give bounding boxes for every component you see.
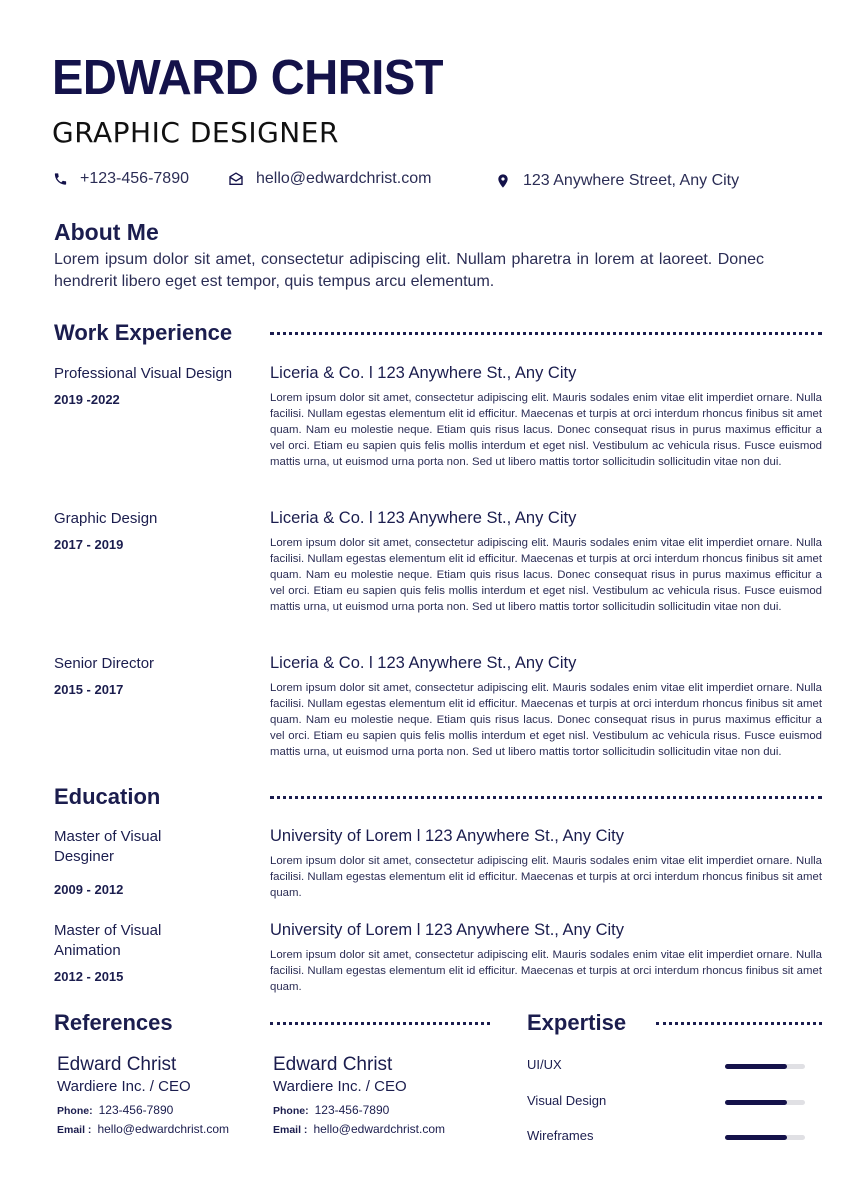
phone-label: Phone:: [57, 1105, 93, 1117]
reference-phone: [57, 1103, 229, 1117]
reference-company: Wardiere Inc. / CEO: [273, 1078, 407, 1095]
degree-years: 2009 - 2012: [54, 882, 124, 897]
job-description: Lorem ipsum dolor sit amet, consectetur adipiscing elit. Mauris sodales enim vitae elit imperdiet ornare. Nulla facilisi. Nullam egestas elementum elit id efficitur. Maecenas et turpis at orci interdum rhoncus finibus sit amet quam. Nam eu molestie neque. Etiam quis risus lacus. Donec consequat risus in purus maximus efficitur a vel orci. Etiam eu sapien quis felis mollis interdum et eget nisl. Vestibulum ac vehicula risus. Fusce euismod mattis urna, ut euismod urna porta non. Sed ut libero mattis tortor sollicitudin sollicitudin vitae non dui.: [270, 682, 822, 759]
company-line: Liceria & Co. l 123 Anywhere St., Any City: [270, 364, 577, 382]
divider: [270, 1022, 490, 1025]
divider: [270, 796, 822, 799]
job-title: Senior Director: [54, 655, 155, 672]
skill-label: Visual Design: [527, 1093, 607, 1108]
reference-card: [273, 1054, 445, 1136]
job-years: 2019 -2022: [54, 392, 120, 407]
about-heading: About Me: [54, 219, 159, 245]
skill-label: UI/UX: [527, 1057, 562, 1072]
email-label: Email :: [273, 1124, 308, 1136]
contact-address: [495, 170, 739, 192]
job-description: Lorem ipsum dolor sit amet, consectetur adipiscing elit. Mauris sodales enim vitae elit imperdiet ornare. Nulla facilisi. Nullam egestas elementum elit id efficitur. Maecenas et turpis at orci interdum rhoncus finibus sit amet quam. Nam eu molestie neque. Etiam quis risus lacus. Donec consequat risus in purus maximus efficitur a vel orci. Etiam eu sapien quis felis mollis interdum et eget nisl. Vestibulum ac vehicula risus. Fusce euismod mattis urna, ut euismod urna porta non. Sed ut libero mattis tortor sollicitudin sollicitudin vitae non dui.: [270, 537, 822, 614]
job-years: 2017 - 2019: [54, 537, 124, 552]
job-role: GRAPHIC DESIGNER: [52, 116, 339, 149]
reference-name: Edward Christ: [273, 1054, 393, 1075]
reference-company: Wardiere Inc. / CEO: [57, 1078, 191, 1095]
degree-title: [54, 827, 161, 867]
work-experience-heading: Work Experience: [54, 320, 233, 345]
degree-title: [54, 921, 161, 961]
education-heading: Education: [54, 784, 161, 809]
skill-label: Wireframes: [527, 1128, 594, 1143]
reference-phone: [273, 1103, 445, 1117]
school-line: University of Lorem l 123 Anywhere St., Any City: [270, 827, 624, 845]
degree-title-line1: Master of Visual: [54, 922, 162, 939]
candidate-name: EDWARD CHRIST: [52, 51, 443, 105]
divider: [270, 332, 822, 335]
divider: [656, 1022, 822, 1025]
phone-icon: [53, 170, 68, 188]
job-description: Lorem ipsum dolor sit amet, consectetur adipiscing elit. Mauris sodales enim vitae elit imperdiet ornare. Nulla facilisi. Nullam egestas elementum elit id efficitur. Maecenas et turpis at orci interdum rhoncus finibus sit amet quam. Nam eu molestie neque. Etiam quis risus lacus. Donec consequat risus in purus maximus efficitur a vel orci. Etiam eu sapien quis felis mollis interdum et eget nisl. Vestibulum ac vehicula risus. Fusce euismod mattis urna, ut euismod urna porta non. Sed ut libero mattis tortor sollicitudin sollicitudin vitae non dui.: [270, 392, 822, 469]
skill-bar-fill: [725, 1100, 787, 1105]
degree-title-line1: Master of Visual: [54, 828, 162, 845]
skill-bar: [725, 1100, 805, 1105]
degree-title-line2: Animation: [54, 942, 121, 959]
reference-name: Edward Christ: [57, 1054, 177, 1075]
skill-bar-fill: [725, 1135, 787, 1140]
expertise-heading: Expertise: [527, 1010, 627, 1035]
degree-title-line2: Desginer: [54, 848, 115, 865]
envelope-icon: [228, 171, 244, 187]
skill-bar-fill: [725, 1064, 787, 1069]
job-title: Professional Visual Design: [54, 365, 233, 382]
phone-value: 123-456-7890: [98, 1103, 174, 1117]
address-text: 123 Anywhere Street, Any City: [523, 172, 740, 189]
email-label: Email :: [57, 1124, 92, 1136]
degree-description: Lorem ipsum dolor sit amet, consectetur adipiscing elit. Mauris sodales enim vitae elit imperdiet ornare. Nulla facilisi. Nullam egestas elementum elit id efficitur. Maecenas et turpis at orci interdum rhoncus finibus sit amet quam.: [270, 949, 822, 994]
phone-label: Phone:: [273, 1105, 309, 1117]
references-heading: References: [54, 1010, 173, 1035]
company-line: Liceria & Co. l 123 Anywhere St., Any City: [270, 654, 577, 672]
email-value: hello@edwardchrist.com: [97, 1122, 230, 1136]
skill-bar: [725, 1064, 805, 1069]
contact-phone: [53, 170, 189, 188]
job-years: 2015 - 2017: [54, 682, 124, 697]
reference-email: [57, 1122, 229, 1136]
contact-email: [228, 170, 431, 188]
phone-text: +123-456-7890: [80, 170, 189, 187]
phone-value: 123-456-7890: [314, 1103, 390, 1117]
degree-years: 2012 - 2015: [54, 969, 124, 984]
company-line: Liceria & Co. l 123 Anywhere St., Any City: [270, 509, 577, 527]
location-pin-icon: [495, 170, 511, 192]
skill-bar: [725, 1135, 805, 1140]
school-line: University of Lorem l 123 Anywhere St., Any City: [270, 921, 624, 939]
job-title: Graphic Design: [54, 510, 158, 527]
reference-email: [273, 1122, 445, 1136]
email-value: hello@edwardchrist.com: [313, 1122, 446, 1136]
degree-description: Lorem ipsum dolor sit amet, consectetur adipiscing elit. Mauris sodales enim vitae elit imperdiet ornare. Nulla facilisi. Nullam egestas elementum elit id efficitur. Maecenas et turpis at orci interdum rhoncus finibus sit amet quam.: [270, 855, 822, 900]
reference-card: [57, 1054, 229, 1136]
email-text: hello@edwardchrist.com: [256, 170, 432, 187]
about-text: Lorem ipsum dolor sit amet, consectetur adipiscing elit. Nullam pharetra in lorem at laoreet. Donec hendrerit libero eget est tempor, quis tempus arcu elementum.: [54, 251, 764, 290]
